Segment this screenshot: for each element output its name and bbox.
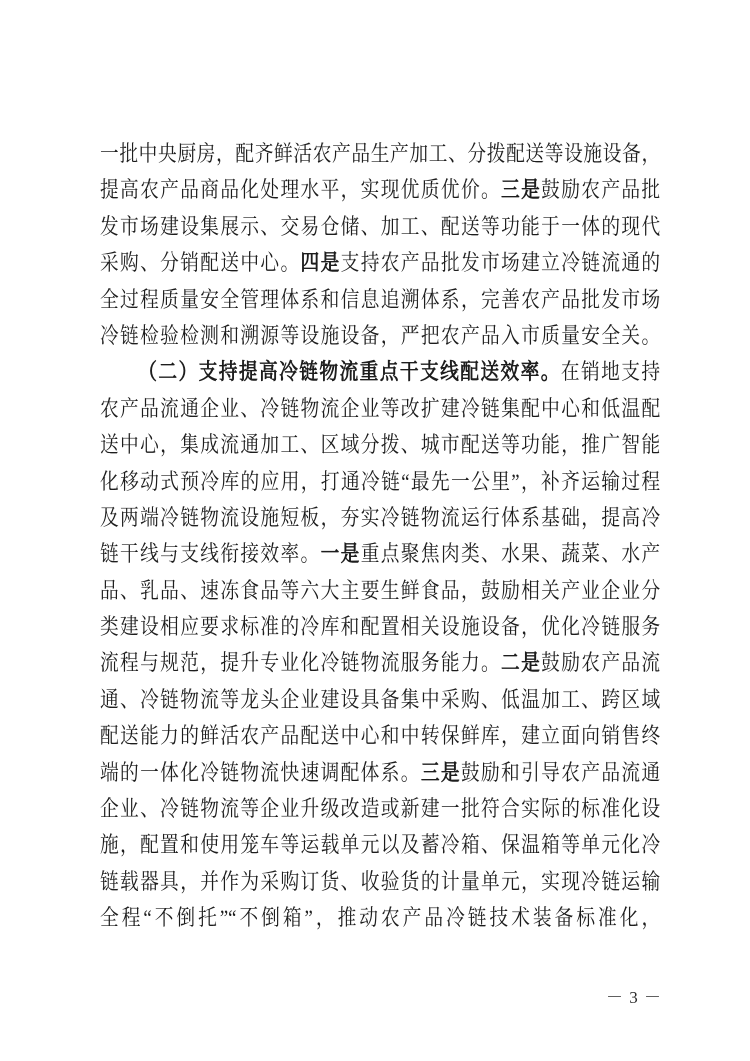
page-number: － 3 －	[606, 988, 662, 1007]
body-text: 发市场建设集展示、交易仓储、加工、配送等功能于一体的现代	[100, 213, 661, 239]
document-body	[100, 136, 660, 937]
text-line	[100, 318, 660, 354]
text-line	[100, 245, 660, 281]
emphasis-text: （二）支持提高冷链物流重点干支线配送效率。	[138, 359, 561, 385]
body-text: 通、冷链物流等龙头企业建设具备集中采购、低温加工、跨区域	[100, 686, 661, 712]
text-line	[100, 718, 660, 754]
text-line	[100, 609, 660, 645]
body-text: 支持农产品批发市场建立冷链流通的	[340, 250, 661, 276]
body-text: 配送能力的鲜活农产品配送中心和中转保鲜库，建立面向销售终	[100, 723, 661, 749]
text-line	[100, 209, 660, 245]
body-text: 链载器具，并作为采购订货、收验货的计量单元，实现冷链运输	[100, 868, 661, 894]
body-text: 农产品流通企业、冷链物流企业等改扩建冷链集配中心和低温配	[100, 395, 661, 421]
body-text: 鼓励和引导农产品流通	[460, 759, 661, 785]
emphasis-text: 一是	[320, 541, 361, 567]
emphasis-text: 三是	[420, 759, 461, 785]
text-line	[100, 791, 660, 827]
text-line	[100, 536, 660, 572]
body-text: 冷链检验检测和溯源等设施设备，严把农产品入市质量安全关。	[100, 322, 661, 348]
text-line	[100, 682, 660, 718]
body-text: 链干线与支线衔接效率。	[100, 541, 321, 567]
body-text: 流程与规范，提升专业化冷链物流服务能力。	[100, 650, 502, 676]
body-text: 提高农产品商品化处理水平，实现优质优价。	[100, 177, 502, 203]
body-text: 施，配置和使用笼车等运载单元以及蓄冷箱、保温箱等单元化冷	[100, 832, 661, 858]
text-line	[100, 864, 660, 900]
text-line	[100, 573, 660, 609]
text-line	[100, 172, 660, 208]
body-text: 鼓励农产品流	[541, 650, 661, 676]
text-line	[100, 827, 660, 863]
text-line	[100, 900, 660, 936]
body-text: 端的一体化冷链物流快速调配体系。	[100, 759, 421, 785]
body-text: 在销地支持	[560, 359, 661, 385]
text-line	[100, 354, 660, 390]
text-line	[100, 427, 660, 463]
body-text: 化移动式预冷库的应用，打通冷链“最先一公里”，补齐运输过程	[100, 468, 661, 494]
body-text: 送中心，集成流通加工、区域分拨、城市配送等功能，推广智能	[100, 432, 661, 458]
body-text: 类建设相应要求标准的冷库和配置相关设施设备，优化冷链服务	[100, 614, 661, 640]
emphasis-text: 二是	[501, 650, 542, 676]
body-text: 企业、冷链物流等企业升级改造或新建一批符合实际的标准化设	[100, 796, 661, 822]
emphasis-text: 四是	[300, 250, 341, 276]
emphasis-text: 三是	[501, 177, 542, 203]
body-text: 全过程质量安全管理体系和信息追溯体系，完善农产品批发市场	[100, 286, 661, 312]
body-text: 一批中央厨房，配齐鲜活农产品生产加工、分拨配送等设施设备，	[100, 141, 661, 166]
text-line	[100, 464, 660, 500]
body-text: 及两端冷链物流设施短板，夯实冷链物流运行体系基础，提高冷	[100, 504, 661, 530]
body-text: 重点聚焦肉类、水果、蔬菜、水产	[360, 541, 661, 567]
body-text: 鼓励农产品批	[541, 177, 661, 203]
text-line	[100, 136, 660, 172]
text-line	[100, 391, 660, 427]
body-text: 全程“不倒托”“不倒箱”，推动农产品冷链技术装备标准化，	[100, 905, 661, 931]
body-text: 采购、分销配送中心。	[100, 250, 301, 276]
text-line	[100, 755, 660, 791]
text-line	[100, 500, 660, 536]
text-line	[100, 645, 660, 681]
body-text: 品、乳品、速冻食品等六大主要生鲜食品，鼓励相关产业企业分	[100, 577, 661, 603]
text-line	[100, 282, 660, 318]
